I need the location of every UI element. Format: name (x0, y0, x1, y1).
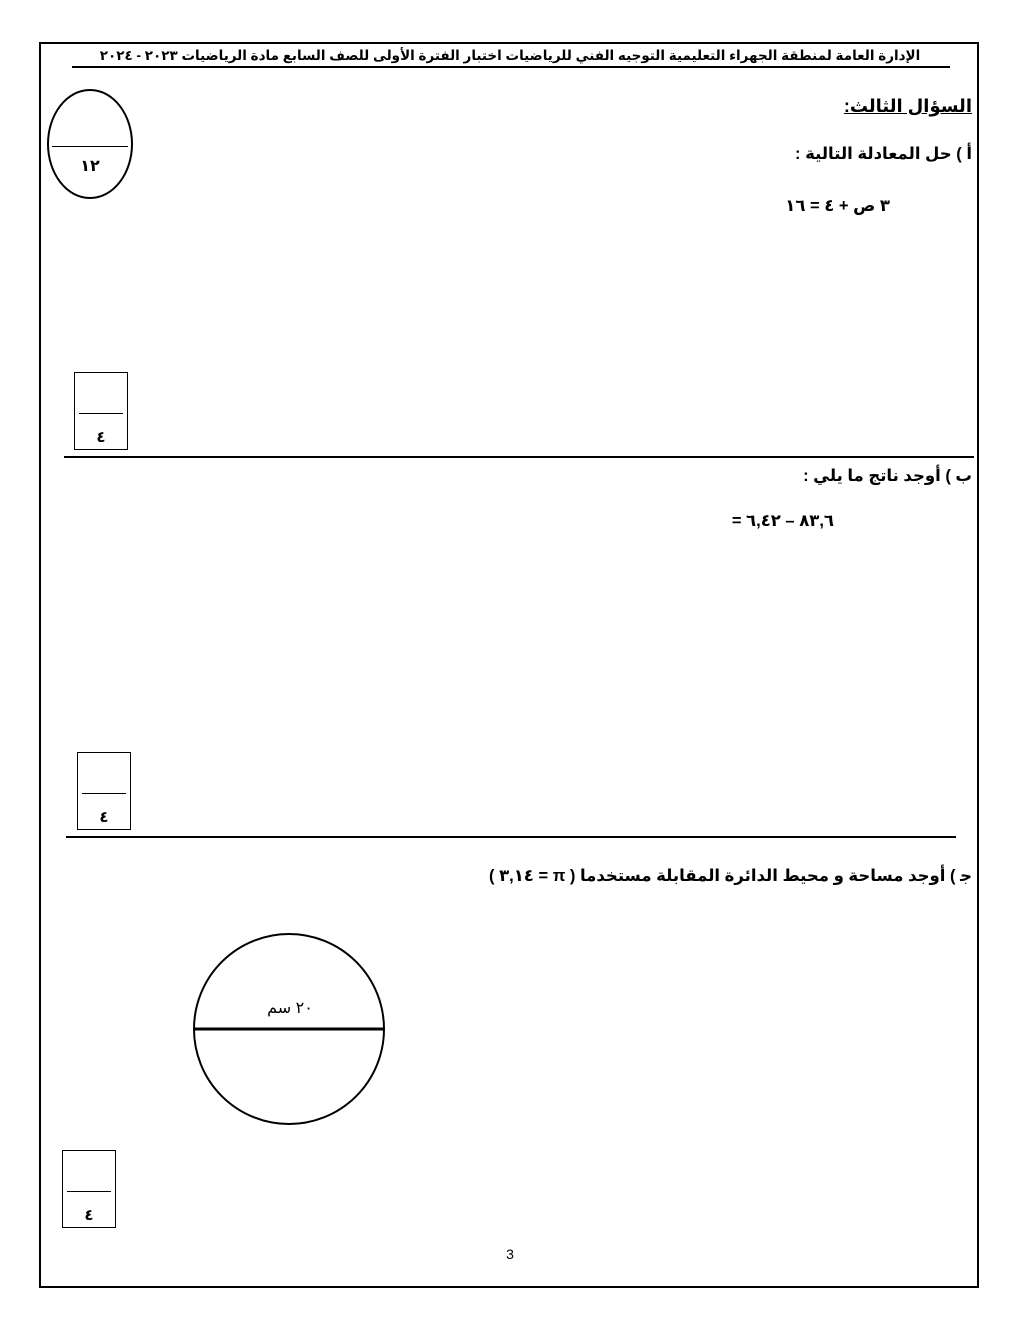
part-b-score-box (77, 752, 131, 830)
part-c-score-box (62, 1150, 116, 1228)
part-a-equation: ٣ ص + ٤ = ١٦ (785, 197, 890, 215)
part-b-expression: ٨٣,٦ – ٦,٤٢ = (731, 512, 834, 530)
circle-diagram (190, 930, 390, 1130)
total-score-line (52, 146, 128, 147)
part-a-score-box (74, 372, 128, 450)
page-frame (39, 42, 979, 1288)
question-title: السؤال الثالث: (843, 96, 972, 116)
total-score-value: ١٢ (80, 158, 100, 175)
divider-a-b (64, 456, 974, 458)
total-score-oval (47, 89, 133, 199)
part-b-score-value: ٤ (99, 809, 109, 826)
part-a-prompt: أ ) حل المعادلة التالية : (795, 145, 972, 163)
exam-header: الإدارة العامة لمنطقة الجهراء التعليمية التوجيه الفني للرياضيات اختبار الفترة الأولى للصف السابع مادة الرياضيات ٢٠٢٣ - ٢٠٢٤ (99, 48, 921, 63)
page-number: 3 (506, 1246, 514, 1262)
part-c-prompt: ﺟ ) أوجد مساحة و محيط الدائرة المقابلة مستخدما ( π = ٣,١٤ ) (488, 867, 972, 885)
part-c-score-line (67, 1191, 111, 1192)
part-c-score-value: ٤ (84, 1207, 94, 1224)
diameter-label: ٢٠ سم (267, 1000, 313, 1017)
part-a-score-line (79, 413, 123, 414)
divider-b-c (66, 836, 956, 838)
header-underline (72, 66, 950, 68)
part-b-score-line (82, 793, 126, 794)
part-a-score-value: ٤ (96, 429, 106, 446)
part-b-prompt: ب ) أوجد ناتج ما يلي : (803, 467, 972, 485)
